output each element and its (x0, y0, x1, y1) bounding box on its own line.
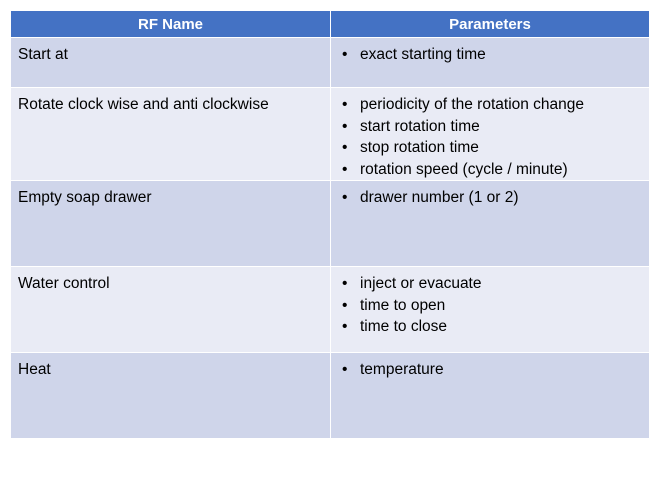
parameter-item (338, 295, 643, 317)
parameter-text: rotation speed (cycle / minute) (360, 160, 568, 178)
parameters-cell (331, 353, 650, 439)
bullet-icon: • (342, 189, 348, 206)
table-row (11, 38, 650, 88)
bullet-icon: • (342, 361, 348, 378)
bullet-icon: • (342, 296, 348, 314)
parameter-text: time to open (360, 296, 446, 314)
bullet-icon: • (342, 275, 348, 292)
parameter-item (338, 116, 643, 138)
rf-name-cell: Rotate clock wise and anti clockwise (11, 88, 331, 181)
rf-parameters-table (10, 10, 650, 439)
parameter-text: time to close (360, 318, 448, 335)
table-row (11, 353, 650, 439)
parameter-text: start rotation time (360, 117, 480, 135)
header-rf-name: RF Name (11, 11, 331, 38)
parameters-cell (331, 88, 650, 181)
parameter-item (338, 187, 643, 209)
parameters-cell (331, 181, 650, 267)
parameter-item (338, 137, 643, 159)
parameter-item (338, 159, 643, 181)
bullet-icon: • (342, 318, 348, 335)
bullet-icon: • (342, 117, 348, 135)
rf-name-cell: Start at (11, 38, 331, 88)
parameter-text: periodicity of the rotation change (360, 96, 585, 113)
parameter-list (338, 94, 643, 180)
parameter-list (338, 187, 643, 209)
parameter-item (338, 94, 643, 116)
header-parameters: Parameters (331, 11, 650, 38)
parameter-text: inject or evacuate (360, 275, 482, 292)
parameter-item (338, 273, 643, 295)
parameter-item (338, 44, 643, 66)
bullet-icon: • (342, 160, 348, 178)
parameters-cell (331, 267, 650, 353)
parameters-cell (331, 38, 650, 88)
table-row (11, 88, 650, 181)
parameter-text: temperature (360, 361, 444, 378)
bullet-icon: • (342, 139, 348, 156)
parameter-list (338, 359, 643, 381)
table-row (11, 181, 650, 267)
header-row (11, 11, 650, 38)
rf-name-cell: Water control (11, 267, 331, 353)
parameter-item (338, 359, 643, 381)
table-row (11, 267, 650, 353)
rf-name-cell: Heat (11, 353, 331, 439)
bullet-icon: • (342, 96, 348, 113)
parameter-item (338, 316, 643, 338)
parameter-text: exact starting time (360, 46, 486, 63)
parameter-text: stop rotation time (360, 139, 479, 156)
bullet-icon: • (342, 46, 348, 63)
parameter-list (338, 44, 643, 66)
parameter-list (338, 273, 643, 338)
parameter-text: drawer number (1 or 2) (360, 189, 519, 206)
rf-name-cell: Empty soap drawer (11, 181, 331, 267)
